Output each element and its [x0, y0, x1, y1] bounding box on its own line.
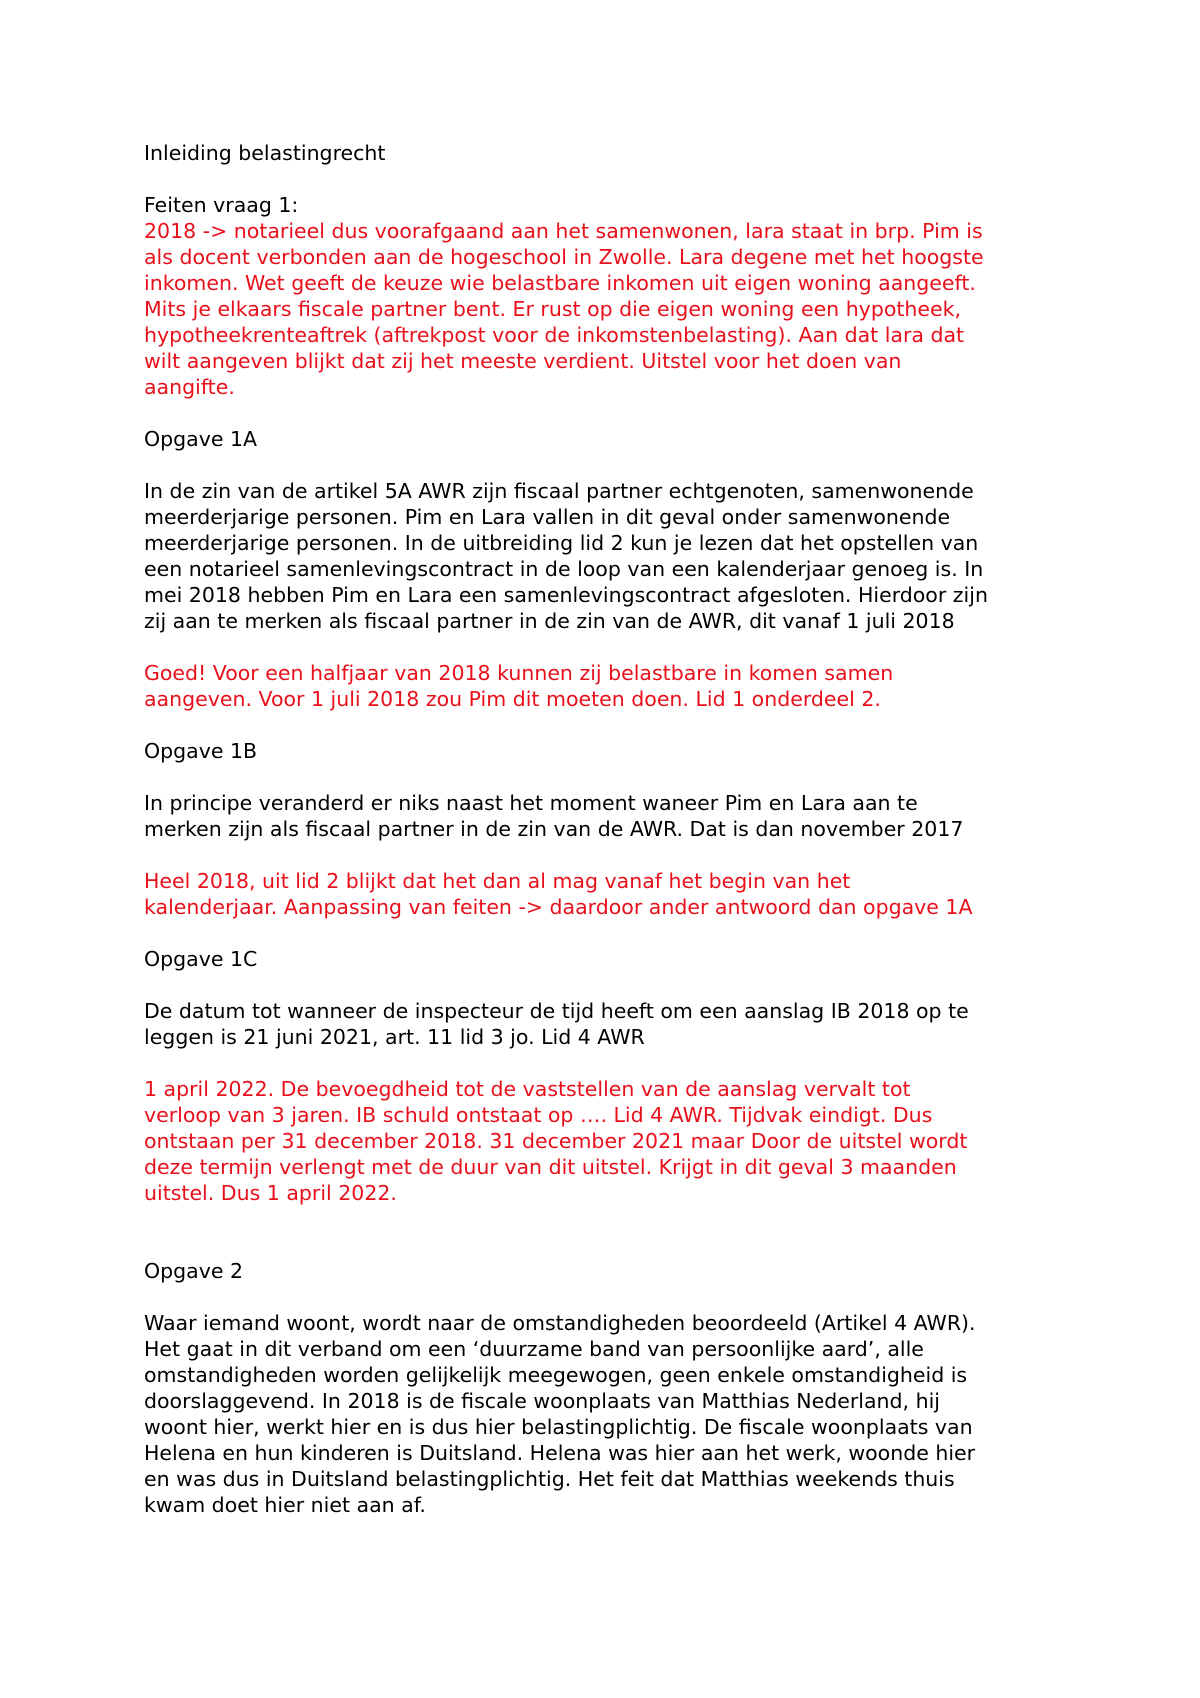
- question-1a-answer: In de zin van de artikel 5A AWR zijn fiscaal partner echtgenoten, samenwonende meerderjarige personen. Pim en Lara vallen in dit geval onder samenwonende meerderjarige personen. In de uitbreiding lid 2 kun je lezen dat het opstellen van een notarieel samenlevingscontract in de loop van een kalenderjaar genoeg is. In mei 2018 hebben Pim en Lara een samenlevingscontract afgesloten. Hierdoor zijn zij aan te merken als fiscaal partner in de zin van de AWR, dit vanaf 1 juli 2018: [144, 479, 988, 633]
- question-1c-feedback: 1 april 2022. De bevoegdheid tot de vaststellen van de aanslag vervalt tot verloop van 3 jaren. IB schuld ontstaat op …. Lid 4 AWR. Tijdvak eindigt. Dus ontstaan per 31 december 2018. 31 december 2021 maar Door de uitstel wordt deze termijn verlengt met de duur van dit uitstel. Krijgt in dit geval 3 maanden uitstel. Dus 1 april 2022.: [144, 1077, 968, 1205]
- document-title: Inleiding belastingrecht: [144, 141, 386, 165]
- spacer: [144, 920, 1074, 946]
- spacer: [144, 1284, 1074, 1310]
- question-1b-feedback: Heel 2018, uit lid 2 blijkt dat het dan al mag vanaf het begin van het kalenderjaar. Aanpassing van feiten -> daardoor ander antwoord dan opgave 1A: [144, 869, 973, 919]
- question-1b-heading: Opgave 1B: [144, 739, 258, 763]
- question-1a-heading: Opgave 1A: [144, 427, 258, 451]
- question-2-answer: Waar iemand woont, wordt naar de omstandigheden beoordeeld (Artikel 4 AWR). Het gaat in dit verband om een ‘duurzame band van persoonlijke aard’, alle omstandigheden worden gelijkelijk meegewogen, geen enkele omstandigheid is doorslaggevend. In 2018 is de fiscale woonplaats van Matthias Nederland, hij woont hier, werkt hier en is dus hier belastingplichtig. De fiscale woonplaats van Helena en hun kinderen is Duitsland. Helena was hier aan het werk, woonde hier en was dus in Duitsland belastingplichtig. Het feit dat Matthias weekends thuis kwam doet hier niet aan af.: [144, 1311, 976, 1517]
- spacer: [144, 1206, 1074, 1258]
- question-1b-answer: In principe veranderd er niks naast het moment waneer Pim en Lara aan te merken zijn als fiscaal partner in de zin van de AWR. Dat is dan november 2017: [144, 791, 964, 841]
- question-2-heading: Opgave 2: [144, 1259, 244, 1283]
- facts-answer: 2018 -> notarieel dus voorafgaand aan het samenwonen, lara staat in brp. Pim is als docent verbonden aan de hogeschool in Zwolle. Lara degene met het hoogste inkomen. Wet geeft de keuze wie belastbare inkomen uit eigen woning aangeeft. Mits je elkaars fiscale partner bent. Er rust op die eigen woning een hypotheek, hypotheekrenteaftrek (aftrekpost voor de inkomstenbelasting). Aan dat lara dat wilt aangeven blijkt dat zij het meeste verdient. Uitstel voor het doen van aangifte.: [144, 219, 984, 399]
- question-1c-heading: Opgave 1C: [144, 947, 258, 971]
- spacer: [144, 166, 1074, 192]
- spacer: [144, 634, 1074, 660]
- spacer: [144, 842, 1074, 868]
- spacer: [144, 1050, 1074, 1076]
- facts-heading: Feiten vraag 1:: [144, 193, 299, 217]
- question-1c-answer: De datum tot wanneer de inspecteur de tijd heeft om een aanslag IB 2018 op te leggen is 21 juni 2021, art. 11 lid 3 jo. Lid 4 AWR: [144, 999, 969, 1049]
- spacer: [144, 764, 1074, 790]
- spacer: [144, 400, 1074, 426]
- question-1a-feedback: Goed! Voor een halfjaar van 2018 kunnen zij belastbare in komen samen aangeven. Voor 1 juli 2018 zou Pim dit moeten doen. Lid 1 onderdeel 2.: [144, 661, 894, 711]
- spacer: [144, 972, 1074, 998]
- spacer: [144, 712, 1074, 738]
- document-page: [144, 140, 1074, 1518]
- spacer: [144, 452, 1074, 478]
